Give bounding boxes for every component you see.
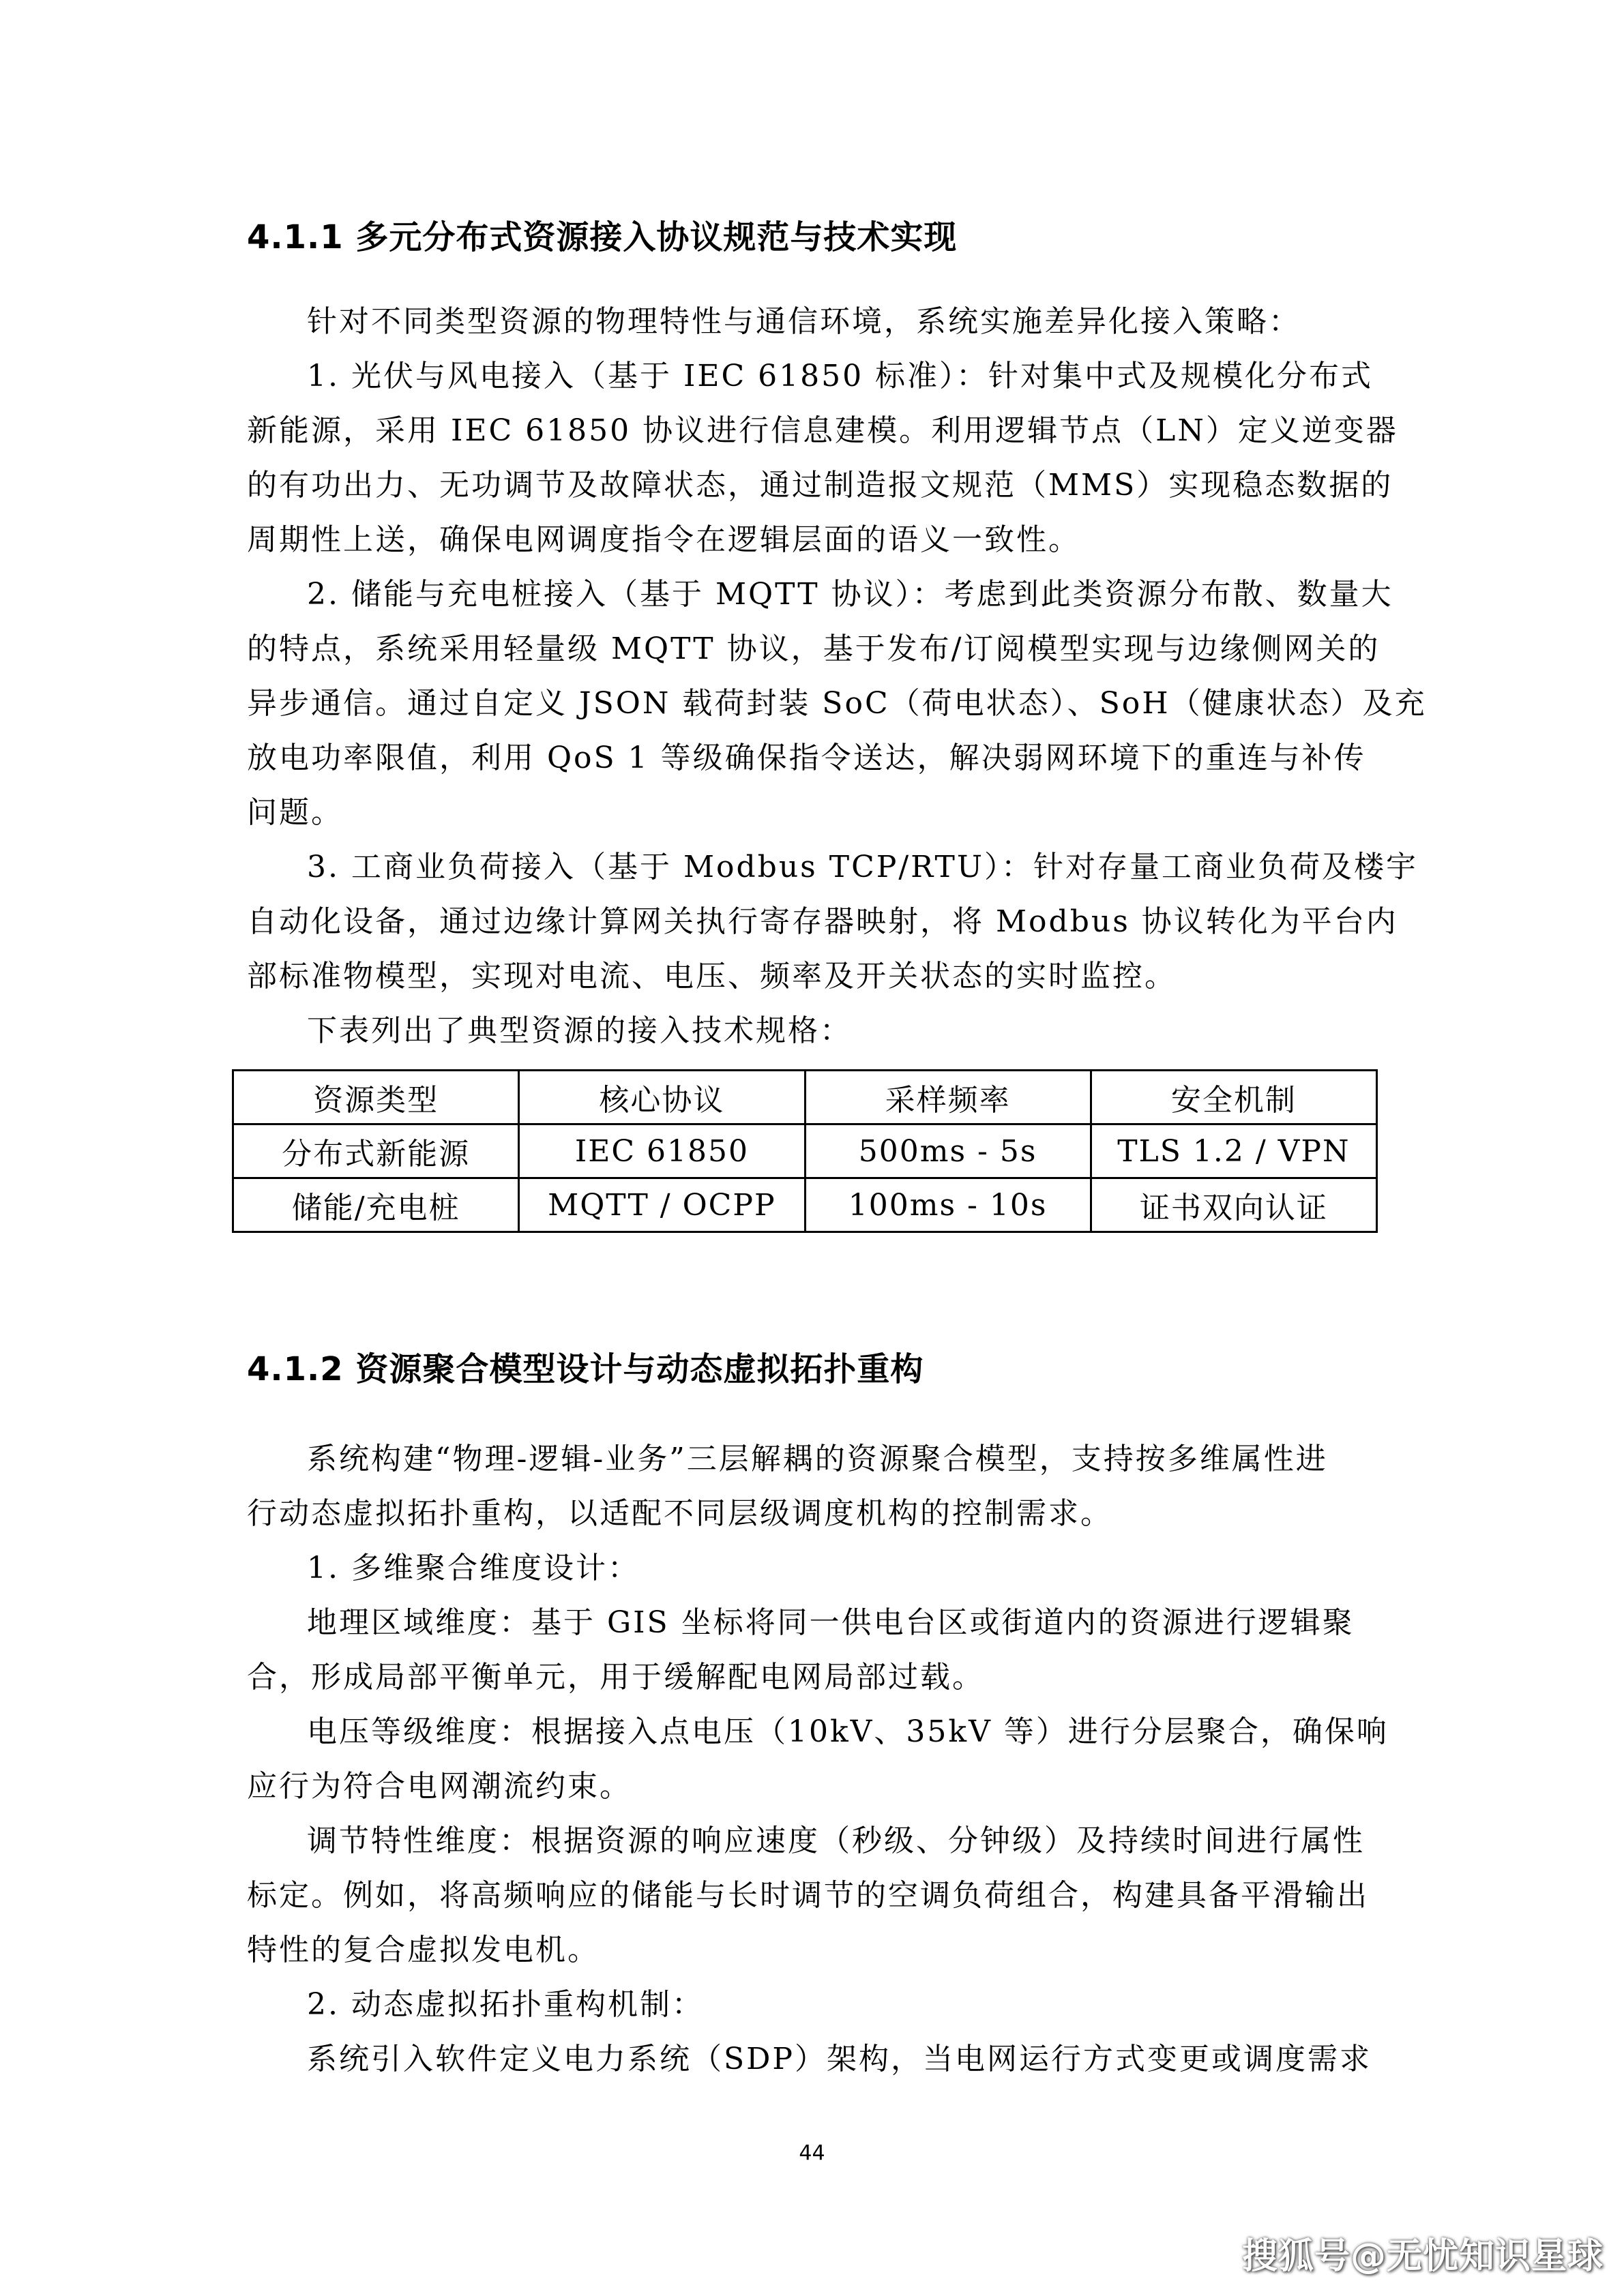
- paragraph-line: 1. 光伏与风电接入（基于 IEC 61850 标准）：针对集中式及规模化分布式: [307, 359, 1374, 393]
- paragraph-line: 3. 工商业负荷接入（基于 Modbus TCP/RTU）：针对存量工商业负荷及楼宇: [307, 850, 1418, 884]
- table-cell: 500ms - 5s: [805, 1124, 1091, 1178]
- table-caption: 下表列出了典型资源的接入技术规格：: [307, 1013, 852, 1048]
- paragraph-line: 行动态虚拟拓扑重构，以适配不同层级调度机构的控制需求。: [247, 1496, 1112, 1531]
- table-row: [233, 1124, 1377, 1178]
- paragraph-line: 系统引入软件定义电力系统（SDP）架构，当电网运行方式变更或调度需求: [307, 2042, 1372, 2076]
- paragraph-line: 2. 动态虚拟拓扑重构机制：: [307, 1987, 704, 2022]
- paragraph-line: 的有功出力、无功调节及故障状态，通过制造报文规范（MMS）实现稳态数据的: [247, 468, 1393, 503]
- table-row: [233, 1178, 1377, 1232]
- table-header-cell: 安全机制: [1091, 1071, 1376, 1124]
- table-header-row: [233, 1071, 1377, 1124]
- page-number: 44: [799, 2141, 825, 2165]
- paragraph-line: 新能源，采用 IEC 61850 协议进行信息建模。利用逻辑节点（LN）定义逆变器: [247, 413, 1398, 448]
- section-2-body: [247, 1432, 1393, 2087]
- table-cell: 储能/充电桩: [233, 1178, 519, 1232]
- watermark: 搜狐号@无忧知识星球: [1241, 2236, 1604, 2277]
- paragraph-line: 应行为符合电网潮流约束。: [247, 1769, 632, 1804]
- section-heading-4-1-1: 4.1.1 多元分布式资源接入协议规范与技术实现: [247, 218, 958, 256]
- paragraph-line: 自动化设备，通过边缘计算网关执行寄存器映射，将 Modbus 协议转化为平台内: [247, 904, 1398, 939]
- table-cell: TLS 1.2 / VPN: [1091, 1124, 1376, 1178]
- paragraph-line: 部标准物模型，实现对电流、电压、频率及开关状态的实时监控。: [247, 959, 1177, 994]
- paragraph-line: 针对不同类型资源的物理特性与通信环境，系统实施差异化接入策略：: [307, 304, 1301, 339]
- paragraph-line: 问题。: [247, 795, 343, 830]
- paragraph-line: 2. 储能与充电桩接入（基于 MQTT 协议）：考虑到此类资源分布散、数量大: [307, 577, 1393, 612]
- paragraph-line: 异步通信。通过自定义 JSON 载荷封装 SoC（荷电状态）、SoH（健康状态）及充: [247, 686, 1427, 721]
- table-cell: IEC 61850: [519, 1124, 805, 1178]
- paragraph-line: 调节特性维度：根据资源的响应速度（秒级、分钟级）及持续时间进行属性: [307, 1823, 1365, 1858]
- table-header-cell: 资源类型: [233, 1071, 519, 1124]
- paragraph-line: 系统构建“物理-逻辑-业务”三层解耦的资源聚合模型，支持按多维属性进: [307, 1442, 1328, 1476]
- paragraph-line: 特性的复合虚拟发电机。: [247, 1933, 600, 1967]
- access-spec-table: [232, 1069, 1378, 1233]
- paragraph-line: 地理区域维度：基于 GIS 坐标将同一供电台区或街道内的资源进行逻辑聚: [307, 1605, 1355, 1640]
- paragraph-line: 1. 多维聚合维度设计：: [307, 1551, 640, 1585]
- section-heading-4-1-2: 4.1.2 资源聚合模型设计与动态虚拟拓扑重构: [247, 1350, 924, 1388]
- paragraph-line: 电压等级维度：根据接入点电压（10kV、35kV 等）进行分层聚合，确保响: [307, 1714, 1389, 1749]
- section-1-body: [247, 295, 1427, 1058]
- table-cell: MQTT / OCPP: [519, 1178, 805, 1232]
- paragraph-line: 合，形成局部平衡单元，用于缓解配电网局部过载。: [247, 1660, 984, 1695]
- table-cell: 证书双向认证: [1091, 1178, 1376, 1232]
- paragraph-line: 的特点，系统采用轻量级 MQTT 协议，基于发布/订阅模型实现与边缘侧网关的: [247, 631, 1381, 666]
- table-header-cell: 核心协议: [519, 1071, 805, 1124]
- paragraph-line: 周期性上送，确保电网调度指令在逻辑层面的语义一致性。: [247, 522, 1080, 557]
- table-cell: 分布式新能源: [233, 1124, 519, 1178]
- paragraph-line: 放电功率限值，利用 QoS 1 等级确保指令送达，解决弱网环境下的重连与补传: [247, 741, 1366, 775]
- paragraph-line: 标定。例如，将高频响应的储能与长时调节的空调负荷组合，构建具备平滑输出: [247, 1878, 1369, 1913]
- table-cell: 100ms - 10s: [805, 1178, 1091, 1232]
- table-header-cell: 采样频率: [805, 1071, 1091, 1124]
